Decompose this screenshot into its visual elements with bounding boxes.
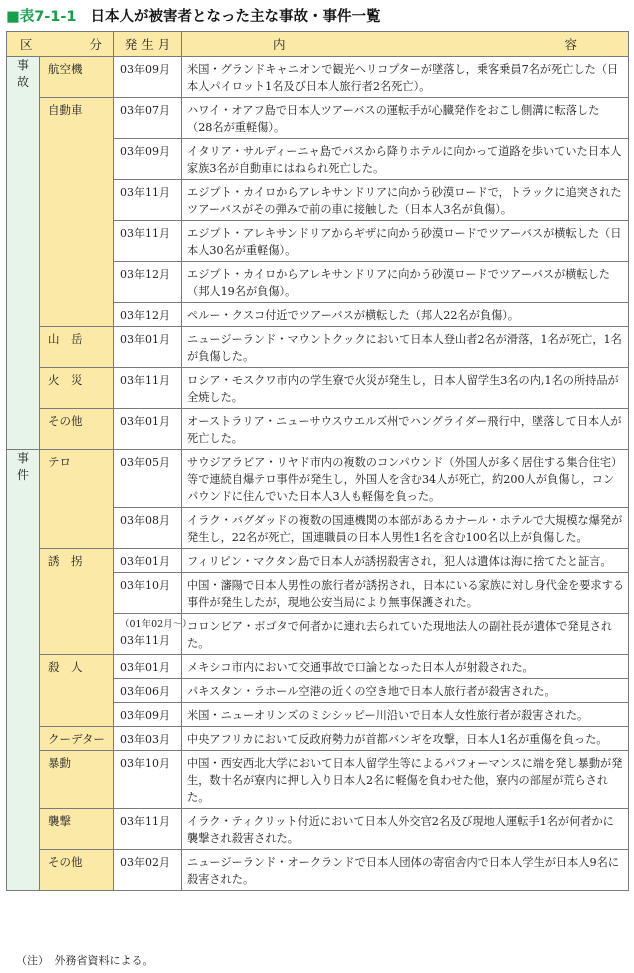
subcategory-label: その他 [40, 409, 114, 450]
date-cell [114, 450, 182, 508]
date-prenote: （01年02月～） [120, 619, 192, 630]
date-cell [114, 508, 182, 549]
table-body [7, 57, 629, 891]
accident-category-cell [7, 57, 40, 450]
subcategory-label: 誘 拐 [40, 549, 114, 655]
header-kubun-left: 区 [20, 36, 33, 52]
date-value: 03年01月 [120, 415, 170, 428]
content-cell: 中国・西安西北大学において日本人留学生等によるパフォーマンスに端を発し暴動が発生，数十名が寮内に押し入り日本人2名に軽傷を負わせた他，寮内の部屋が荒らされた。 [182, 751, 629, 809]
table-row [7, 368, 629, 409]
date-cell [114, 614, 192, 655]
date-cell [114, 703, 182, 727]
table-row [7, 809, 629, 850]
subcategory-label: 暴動 [40, 751, 114, 809]
table-row [7, 57, 629, 98]
table-number: 表7-1-1 [19, 9, 77, 25]
date-value: 03年07月 [120, 104, 170, 117]
accident-category-char: 故 [16, 75, 29, 89]
subcategory-label: 殺 人 [40, 655, 114, 727]
header-kubun [7, 32, 114, 57]
content-cell: サウジアラビア・リヤド市内の複数のコンパウンド（外国人が多く居住する集合住宅）等で連続自爆テロ事件が発生し，外国人を含む34人が死亡，約200人が負傷し，コンパウンドに住んでいた日本人3人も軽傷を負った。 [182, 450, 629, 508]
header-content-right: 容 [564, 36, 577, 52]
table-row [7, 450, 629, 508]
date-value: 03年01月 [120, 555, 170, 568]
content-cell: イタリア・サルディーニャ島でバスから降りホテルに向かって道路を歩いていた日本人家族3名が自動車にはねられ死亡した。 [182, 139, 629, 180]
content-cell: 中央アフリカにおいて反政府勢力が首都バンギを攻撃，日本人1名が重傷を負った。 [182, 727, 629, 751]
content-cell: ニュージーランド・マウントクックにおいて日本人登山者2名が滑落，1名が死亡，1名が負傷した。 [182, 327, 629, 368]
date-value: 03年11月 [120, 227, 170, 240]
date-cell [114, 850, 182, 891]
date-cell [114, 139, 182, 180]
date-value: 03年12月 [120, 309, 170, 322]
date-cell [114, 655, 182, 679]
content-cell: パキスタン・ラホール空港の近くの空き地で日本人旅行者が殺害された。 [182, 679, 629, 703]
accident-category-char: 事 [16, 58, 29, 72]
header-date: 発 生 月 [114, 32, 182, 57]
date-cell [114, 409, 182, 450]
date-value: 03年09月 [120, 145, 170, 158]
date-value: 03年03月 [120, 733, 170, 746]
date-value: 03年11月 [120, 815, 170, 828]
date-value: 03年09月 [120, 63, 170, 76]
subcategory-label: 山 岳 [40, 327, 114, 368]
subcategory-label: 火 災 [40, 368, 114, 409]
incident-category-char: 件 [16, 468, 29, 482]
table-row [7, 727, 629, 751]
incident-category-label [7, 450, 39, 484]
header-content [182, 32, 629, 57]
date-value: 03年05月 [120, 456, 170, 469]
date-value: 03年01月 [120, 333, 170, 346]
date-value: 03年10月 [120, 579, 170, 592]
date-value: 03年06月 [120, 685, 170, 698]
header-row [7, 32, 629, 57]
date-cell [114, 751, 182, 809]
content-cell: フィリピン・マクタン島で日本人が誘拐殺害され，犯人は遺体は海に捨てたと証言。 [182, 549, 629, 573]
content-cell: 米国・ニューオリンズのミシシッピー川沿いで日本人女性旅行者が殺害された。 [182, 703, 629, 727]
content-cell: ペルー・クスコ付近でツアーバスが横転した（邦人22名が負傷）。 [182, 303, 629, 327]
table-title [6, 5, 381, 27]
content-cell: 米国・グランドキャニオンで観光ヘリコプターが墜落し，乗客乗員7名が死亡した（日本人パイロット1名及び日本人旅行者2名死亡）。 [182, 57, 629, 98]
header-content-left: 内 [273, 36, 286, 52]
date-cell [114, 57, 182, 98]
content-cell: エジプト・カイロからアレキサンドリアに向かう砂漠ロードで，トラックに追突されたツアーバスがその弾みで前の車に接触した（日本人3名が負傷）。 [182, 180, 629, 221]
footnote: （注） 外務省資料による。 [16, 954, 154, 967]
date-cell [114, 327, 182, 368]
header-kubun-right: 分 [89, 36, 102, 52]
date-cell [114, 98, 182, 139]
date-cell [114, 221, 182, 262]
date-value: 03年11月 [120, 634, 170, 647]
date-cell [114, 573, 182, 614]
date-cell [114, 549, 182, 573]
date-cell [114, 809, 182, 850]
table-row [7, 98, 629, 139]
date-value: 03年02月 [120, 856, 170, 869]
table-row [7, 409, 629, 450]
content-cell: エジプト・カイロからアレキサンドリアに向かう砂漠ロードでツアーバスが横転した（邦人19名が負傷）。 [182, 262, 629, 303]
content-cell: 中国・瀋陽で日本人男性の旅行者が誘拐され，日本にいる家族に対し身代金を要求する事件が発生したが，現地公安当局により無事保護された。 [182, 573, 629, 614]
subcategory-label: 航空機 [40, 57, 114, 98]
content-cell: ニュージーランド・オークランドで日本人団体の寄宿舎内で日本人学生が日本人9名に殺害された。 [182, 850, 629, 891]
date-value: 03年01月 [120, 661, 170, 674]
date-value: 03年08月 [120, 514, 170, 527]
content-cell: ロシア・モスクワ市内の学生寮で火災が発生し，日本人留学生3名の内,1名の所持品が全焼した。 [182, 368, 629, 409]
date-cell [114, 727, 182, 751]
date-cell [114, 368, 182, 409]
date-value: 03年11月 [120, 374, 170, 387]
incident-category-char: 事 [16, 451, 29, 465]
subcategory-label: クーデター [40, 727, 114, 751]
date-value: 03年11月 [120, 186, 170, 199]
date-cell [114, 262, 182, 303]
table-row [7, 655, 629, 679]
incident-table [6, 31, 629, 891]
table-row [7, 549, 629, 573]
subcategory-label: 自動車 [40, 98, 114, 327]
date-value: 03年10月 [120, 757, 170, 770]
table-row [7, 850, 629, 891]
content-cell: エジプト・アレキサンドリアからギザに向かう砂漠ロードでツアーバスが横転した（日本人30名が重軽傷）。 [182, 221, 629, 262]
date-value: 03年09月 [120, 709, 170, 722]
subcategory-label: その他 [40, 850, 114, 891]
content-cell: オーストラリア・ニューサウスウエルズ州でハングライダー飛行中，墜落して日本人が死亡した。 [182, 409, 629, 450]
content-cell: イラク・ティクリット付近において日本人外交官2名及び現地人運転手1名が何者かに襲撃され殺害された。 [182, 809, 629, 850]
content-cell: コロンビア・ボゴタで何者かに連れ去られていた現地法人の副社長が遺体で発見された。 [182, 614, 629, 655]
content-cell: ハワイ・オアフ島で日本人ツアーバスの運転手が心臓発作をおこし側溝に転落した（28名が重軽傷）。 [182, 98, 629, 139]
date-cell [114, 303, 182, 327]
content-cell: イラク・バグダッドの複数の国連機関の本部があるカナール・ホテルで大規模な爆発が発生し，22名が死亡，国連職員の日本人男性1名を含む100名以上が負傷した。 [182, 508, 629, 549]
date-cell [114, 180, 182, 221]
date-cell [114, 679, 182, 703]
title-text: 日本人が被害者となった主な事故・事件一覧 [90, 9, 381, 25]
date-value: 03年12月 [120, 268, 170, 281]
title-marker: ■ [6, 9, 20, 25]
content-cell: メキシコ市内において交通事故で口論となった日本人が射殺された。 [182, 655, 629, 679]
accident-category-label [7, 57, 39, 91]
subcategory-label: テロ [40, 450, 114, 549]
subcategory-label: 襲撃 [40, 809, 114, 850]
table-row [7, 751, 629, 809]
incident-category-cell [7, 450, 40, 891]
table-row [7, 327, 629, 368]
